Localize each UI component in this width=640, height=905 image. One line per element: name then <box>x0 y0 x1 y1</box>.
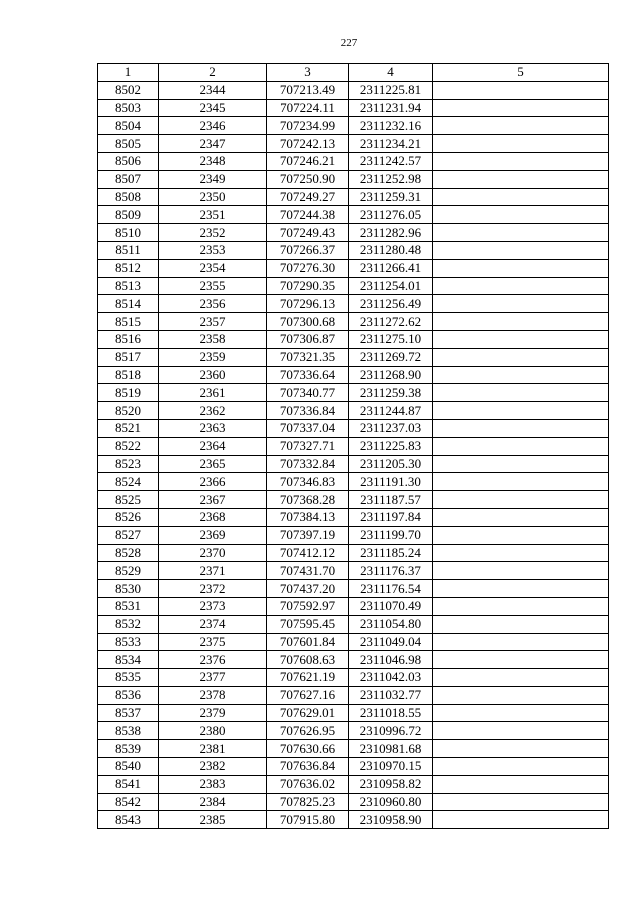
note-cell <box>433 597 609 615</box>
table-row <box>98 384 609 402</box>
point-number-cell: 8526 <box>98 508 159 526</box>
note-cell <box>433 704 609 722</box>
y-coordinate-cell: 2310996.72 <box>349 722 433 740</box>
point-number-cell: 8534 <box>98 651 159 669</box>
table-row <box>98 615 609 633</box>
point-number-cell: 8541 <box>98 775 159 793</box>
table-header-row <box>98 64 609 82</box>
table-row <box>98 811 609 829</box>
table-row <box>98 206 609 224</box>
index-cell: 2346 <box>159 117 267 135</box>
y-coordinate-cell: 2311199.70 <box>349 526 433 544</box>
x-coordinate-cell: 707346.83 <box>267 473 349 491</box>
note-cell <box>433 562 609 580</box>
note-cell <box>433 81 609 99</box>
y-coordinate-cell: 2311042.03 <box>349 669 433 687</box>
y-coordinate-cell: 2311205.30 <box>349 455 433 473</box>
note-cell <box>433 669 609 687</box>
note-cell <box>433 135 609 153</box>
index-cell: 2380 <box>159 722 267 740</box>
y-coordinate-cell: 2311225.81 <box>349 81 433 99</box>
y-coordinate-cell: 2311268.90 <box>349 366 433 384</box>
x-coordinate-cell: 707825.23 <box>267 793 349 811</box>
point-number-cell: 8507 <box>98 170 159 188</box>
y-coordinate-cell: 2311232.16 <box>349 117 433 135</box>
note-cell <box>433 793 609 811</box>
table-row <box>98 597 609 615</box>
x-coordinate-cell: 707332.84 <box>267 455 349 473</box>
y-coordinate-cell: 2311187.57 <box>349 491 433 509</box>
index-cell: 2369 <box>159 526 267 544</box>
y-coordinate-cell: 2311256.49 <box>349 295 433 313</box>
table-row <box>98 704 609 722</box>
x-coordinate-cell: 707636.02 <box>267 775 349 793</box>
index-cell: 2358 <box>159 330 267 348</box>
table-row <box>98 651 609 669</box>
point-number-cell: 8528 <box>98 544 159 562</box>
note-cell <box>433 722 609 740</box>
table-row <box>98 348 609 366</box>
point-number-cell: 8519 <box>98 384 159 402</box>
note-cell <box>433 633 609 651</box>
table-row <box>98 562 609 580</box>
table-row <box>98 295 609 313</box>
index-cell: 2382 <box>159 758 267 776</box>
y-coordinate-cell: 2311266.41 <box>349 259 433 277</box>
x-coordinate-cell: 707629.01 <box>267 704 349 722</box>
y-coordinate-cell: 2311070.49 <box>349 597 433 615</box>
point-number-cell: 8525 <box>98 491 159 509</box>
column-header-2: 2 <box>159 64 267 82</box>
x-coordinate-cell: 707296.13 <box>267 295 349 313</box>
note-cell <box>433 259 609 277</box>
y-coordinate-cell: 2311185.24 <box>349 544 433 562</box>
table-row <box>98 366 609 384</box>
index-cell: 2379 <box>159 704 267 722</box>
index-cell: 2357 <box>159 313 267 331</box>
index-cell: 2384 <box>159 793 267 811</box>
point-number-cell: 8517 <box>98 348 159 366</box>
y-coordinate-cell: 2311054.80 <box>349 615 433 633</box>
x-coordinate-cell: 707592.97 <box>267 597 349 615</box>
index-cell: 2368 <box>159 508 267 526</box>
y-coordinate-cell: 2311176.54 <box>349 580 433 598</box>
x-coordinate-cell: 707327.71 <box>267 437 349 455</box>
x-coordinate-cell: 707601.84 <box>267 633 349 651</box>
note-cell <box>433 437 609 455</box>
index-cell: 2383 <box>159 775 267 793</box>
x-coordinate-cell: 707249.27 <box>267 188 349 206</box>
x-coordinate-cell: 707384.13 <box>267 508 349 526</box>
y-coordinate-cell: 2311269.72 <box>349 348 433 366</box>
index-cell: 2348 <box>159 152 267 170</box>
note-cell <box>433 402 609 420</box>
index-cell: 2378 <box>159 686 267 704</box>
index-cell: 2353 <box>159 241 267 259</box>
y-coordinate-cell: 2311032.77 <box>349 686 433 704</box>
point-number-cell: 8543 <box>98 811 159 829</box>
index-cell: 2344 <box>159 81 267 99</box>
point-number-cell: 8539 <box>98 740 159 758</box>
point-number-cell: 8505 <box>98 135 159 153</box>
point-number-cell: 8510 <box>98 224 159 242</box>
point-number-cell: 8504 <box>98 117 159 135</box>
index-cell: 2372 <box>159 580 267 598</box>
note-cell <box>433 295 609 313</box>
x-coordinate-cell: 707608.63 <box>267 651 349 669</box>
y-coordinate-cell: 2310960.80 <box>349 793 433 811</box>
y-coordinate-cell: 2311244.87 <box>349 402 433 420</box>
note-cell <box>433 473 609 491</box>
y-coordinate-cell: 2310981.68 <box>349 740 433 758</box>
coordinates-table <box>97 63 609 829</box>
table-row <box>98 313 609 331</box>
point-number-cell: 8529 <box>98 562 159 580</box>
y-coordinate-cell: 2311049.04 <box>349 633 433 651</box>
x-coordinate-cell: 707234.99 <box>267 117 349 135</box>
index-cell: 2354 <box>159 259 267 277</box>
y-coordinate-cell: 2311254.01 <box>349 277 433 295</box>
index-cell: 2362 <box>159 402 267 420</box>
y-coordinate-cell: 2311191.30 <box>349 473 433 491</box>
table-row <box>98 170 609 188</box>
note-cell <box>433 811 609 829</box>
index-cell: 2364 <box>159 437 267 455</box>
note-cell <box>433 330 609 348</box>
x-coordinate-cell: 707266.37 <box>267 241 349 259</box>
y-coordinate-cell: 2310958.90 <box>349 811 433 829</box>
table-row <box>98 99 609 117</box>
table-row <box>98 188 609 206</box>
x-coordinate-cell: 707306.87 <box>267 330 349 348</box>
index-cell: 2359 <box>159 348 267 366</box>
point-number-cell: 8521 <box>98 419 159 437</box>
x-coordinate-cell: 707915.80 <box>267 811 349 829</box>
point-number-cell: 8503 <box>98 99 159 117</box>
table-row <box>98 686 609 704</box>
point-number-cell: 8538 <box>98 722 159 740</box>
y-coordinate-cell: 2311252.98 <box>349 170 433 188</box>
note-cell <box>433 491 609 509</box>
note-cell <box>433 241 609 259</box>
x-coordinate-cell: 707246.21 <box>267 152 349 170</box>
index-cell: 2356 <box>159 295 267 313</box>
index-cell: 2345 <box>159 99 267 117</box>
table-row <box>98 437 609 455</box>
y-coordinate-cell: 2310970.15 <box>349 758 433 776</box>
x-coordinate-cell: 707244.38 <box>267 206 349 224</box>
table-row <box>98 544 609 562</box>
y-coordinate-cell: 2311234.21 <box>349 135 433 153</box>
point-number-cell: 8537 <box>98 704 159 722</box>
column-header-5: 5 <box>433 64 609 82</box>
point-number-cell: 8512 <box>98 259 159 277</box>
index-cell: 2367 <box>159 491 267 509</box>
note-cell <box>433 99 609 117</box>
note-cell <box>433 348 609 366</box>
index-cell: 2365 <box>159 455 267 473</box>
table-row <box>98 580 609 598</box>
x-coordinate-cell: 707276.30 <box>267 259 349 277</box>
y-coordinate-cell: 2311242.57 <box>349 152 433 170</box>
point-number-cell: 8531 <box>98 597 159 615</box>
note-cell <box>433 526 609 544</box>
table-row <box>98 259 609 277</box>
column-header-1: 1 <box>98 64 159 82</box>
index-cell: 2366 <box>159 473 267 491</box>
index-cell: 2374 <box>159 615 267 633</box>
y-coordinate-cell: 2311176.37 <box>349 562 433 580</box>
table-row <box>98 491 609 509</box>
point-number-cell: 8522 <box>98 437 159 455</box>
y-coordinate-cell: 2311280.48 <box>349 241 433 259</box>
index-cell: 2373 <box>159 597 267 615</box>
point-number-cell: 8516 <box>98 330 159 348</box>
note-cell <box>433 580 609 598</box>
y-coordinate-cell: 2311276.05 <box>349 206 433 224</box>
note-cell <box>433 277 609 295</box>
y-coordinate-cell: 2311197.84 <box>349 508 433 526</box>
x-coordinate-cell: 707630.66 <box>267 740 349 758</box>
note-cell <box>433 758 609 776</box>
table-row <box>98 669 609 687</box>
y-coordinate-cell: 2310958.82 <box>349 775 433 793</box>
table-row <box>98 117 609 135</box>
point-number-cell: 8513 <box>98 277 159 295</box>
x-coordinate-cell: 707213.49 <box>267 81 349 99</box>
x-coordinate-cell: 707249.43 <box>267 224 349 242</box>
note-cell <box>433 188 609 206</box>
y-coordinate-cell: 2311272.62 <box>349 313 433 331</box>
table-row <box>98 740 609 758</box>
point-number-cell: 8533 <box>98 633 159 651</box>
table-row <box>98 526 609 544</box>
table-row <box>98 722 609 740</box>
point-number-cell: 8511 <box>98 241 159 259</box>
point-number-cell: 8514 <box>98 295 159 313</box>
y-coordinate-cell: 2311225.83 <box>349 437 433 455</box>
x-coordinate-cell: 707224.11 <box>267 99 349 117</box>
note-cell <box>433 170 609 188</box>
table-row <box>98 135 609 153</box>
index-cell: 2376 <box>159 651 267 669</box>
note-cell <box>433 686 609 704</box>
y-coordinate-cell: 2311275.10 <box>349 330 433 348</box>
point-number-cell: 8540 <box>98 758 159 776</box>
point-number-cell: 8502 <box>98 81 159 99</box>
index-cell: 2370 <box>159 544 267 562</box>
x-coordinate-cell: 707321.35 <box>267 348 349 366</box>
note-cell <box>433 615 609 633</box>
point-number-cell: 8506 <box>98 152 159 170</box>
note-cell <box>433 775 609 793</box>
index-cell: 2381 <box>159 740 267 758</box>
table-row <box>98 473 609 491</box>
table-row <box>98 330 609 348</box>
table-row <box>98 277 609 295</box>
table-row <box>98 793 609 811</box>
note-cell <box>433 152 609 170</box>
index-cell: 2350 <box>159 188 267 206</box>
note-cell <box>433 313 609 331</box>
x-coordinate-cell: 707626.95 <box>267 722 349 740</box>
y-coordinate-cell: 2311018.55 <box>349 704 433 722</box>
point-number-cell: 8542 <box>98 793 159 811</box>
y-coordinate-cell: 2311046.98 <box>349 651 433 669</box>
x-coordinate-cell: 707337.04 <box>267 419 349 437</box>
index-cell: 2361 <box>159 384 267 402</box>
x-coordinate-cell: 707397.19 <box>267 526 349 544</box>
table-row <box>98 758 609 776</box>
point-number-cell: 8530 <box>98 580 159 598</box>
index-cell: 2349 <box>159 170 267 188</box>
note-cell <box>433 117 609 135</box>
index-cell: 2363 <box>159 419 267 437</box>
note-cell <box>433 419 609 437</box>
point-number-cell: 8536 <box>98 686 159 704</box>
note-cell <box>433 508 609 526</box>
table-row <box>98 241 609 259</box>
table-row <box>98 419 609 437</box>
x-coordinate-cell: 707336.84 <box>267 402 349 420</box>
note-cell <box>433 651 609 669</box>
y-coordinate-cell: 2311259.31 <box>349 188 433 206</box>
index-cell: 2355 <box>159 277 267 295</box>
column-header-3: 3 <box>267 64 349 82</box>
x-coordinate-cell: 707595.45 <box>267 615 349 633</box>
index-cell: 2352 <box>159 224 267 242</box>
x-coordinate-cell: 707636.84 <box>267 758 349 776</box>
x-coordinate-cell: 707437.20 <box>267 580 349 598</box>
x-coordinate-cell: 707242.13 <box>267 135 349 153</box>
table-row <box>98 775 609 793</box>
point-number-cell: 8532 <box>98 615 159 633</box>
page-number: 227 <box>340 37 358 49</box>
note-cell <box>433 455 609 473</box>
x-coordinate-cell: 707336.64 <box>267 366 349 384</box>
column-header-4: 4 <box>349 64 433 82</box>
table-row <box>98 633 609 651</box>
index-cell: 2351 <box>159 206 267 224</box>
note-cell <box>433 366 609 384</box>
x-coordinate-cell: 707431.70 <box>267 562 349 580</box>
x-coordinate-cell: 707368.28 <box>267 491 349 509</box>
point-number-cell: 8523 <box>98 455 159 473</box>
table-row <box>98 508 609 526</box>
table-row <box>98 224 609 242</box>
table-row <box>98 152 609 170</box>
x-coordinate-cell: 707627.16 <box>267 686 349 704</box>
point-number-cell: 8508 <box>98 188 159 206</box>
index-cell: 2360 <box>159 366 267 384</box>
y-coordinate-cell: 2311237.03 <box>349 419 433 437</box>
point-number-cell: 8527 <box>98 526 159 544</box>
point-number-cell: 8509 <box>98 206 159 224</box>
x-coordinate-cell: 707300.68 <box>267 313 349 331</box>
index-cell: 2385 <box>159 811 267 829</box>
table-body <box>98 81 609 828</box>
note-cell <box>433 740 609 758</box>
note-cell <box>433 544 609 562</box>
note-cell <box>433 384 609 402</box>
table-row <box>98 81 609 99</box>
table-row <box>98 455 609 473</box>
x-coordinate-cell: 707340.77 <box>267 384 349 402</box>
point-number-cell: 8535 <box>98 669 159 687</box>
point-number-cell: 8515 <box>98 313 159 331</box>
index-cell: 2377 <box>159 669 267 687</box>
note-cell <box>433 224 609 242</box>
y-coordinate-cell: 2311231.94 <box>349 99 433 117</box>
note-cell <box>433 206 609 224</box>
table-row <box>98 402 609 420</box>
point-number-cell: 8520 <box>98 402 159 420</box>
y-coordinate-cell: 2311282.96 <box>349 224 433 242</box>
index-cell: 2375 <box>159 633 267 651</box>
x-coordinate-cell: 707621.19 <box>267 669 349 687</box>
index-cell: 2371 <box>159 562 267 580</box>
index-cell: 2347 <box>159 135 267 153</box>
x-coordinate-cell: 707412.12 <box>267 544 349 562</box>
x-coordinate-cell: 707290.35 <box>267 277 349 295</box>
x-coordinate-cell: 707250.90 <box>267 170 349 188</box>
point-number-cell: 8524 <box>98 473 159 491</box>
y-coordinate-cell: 2311259.38 <box>349 384 433 402</box>
point-number-cell: 8518 <box>98 366 159 384</box>
